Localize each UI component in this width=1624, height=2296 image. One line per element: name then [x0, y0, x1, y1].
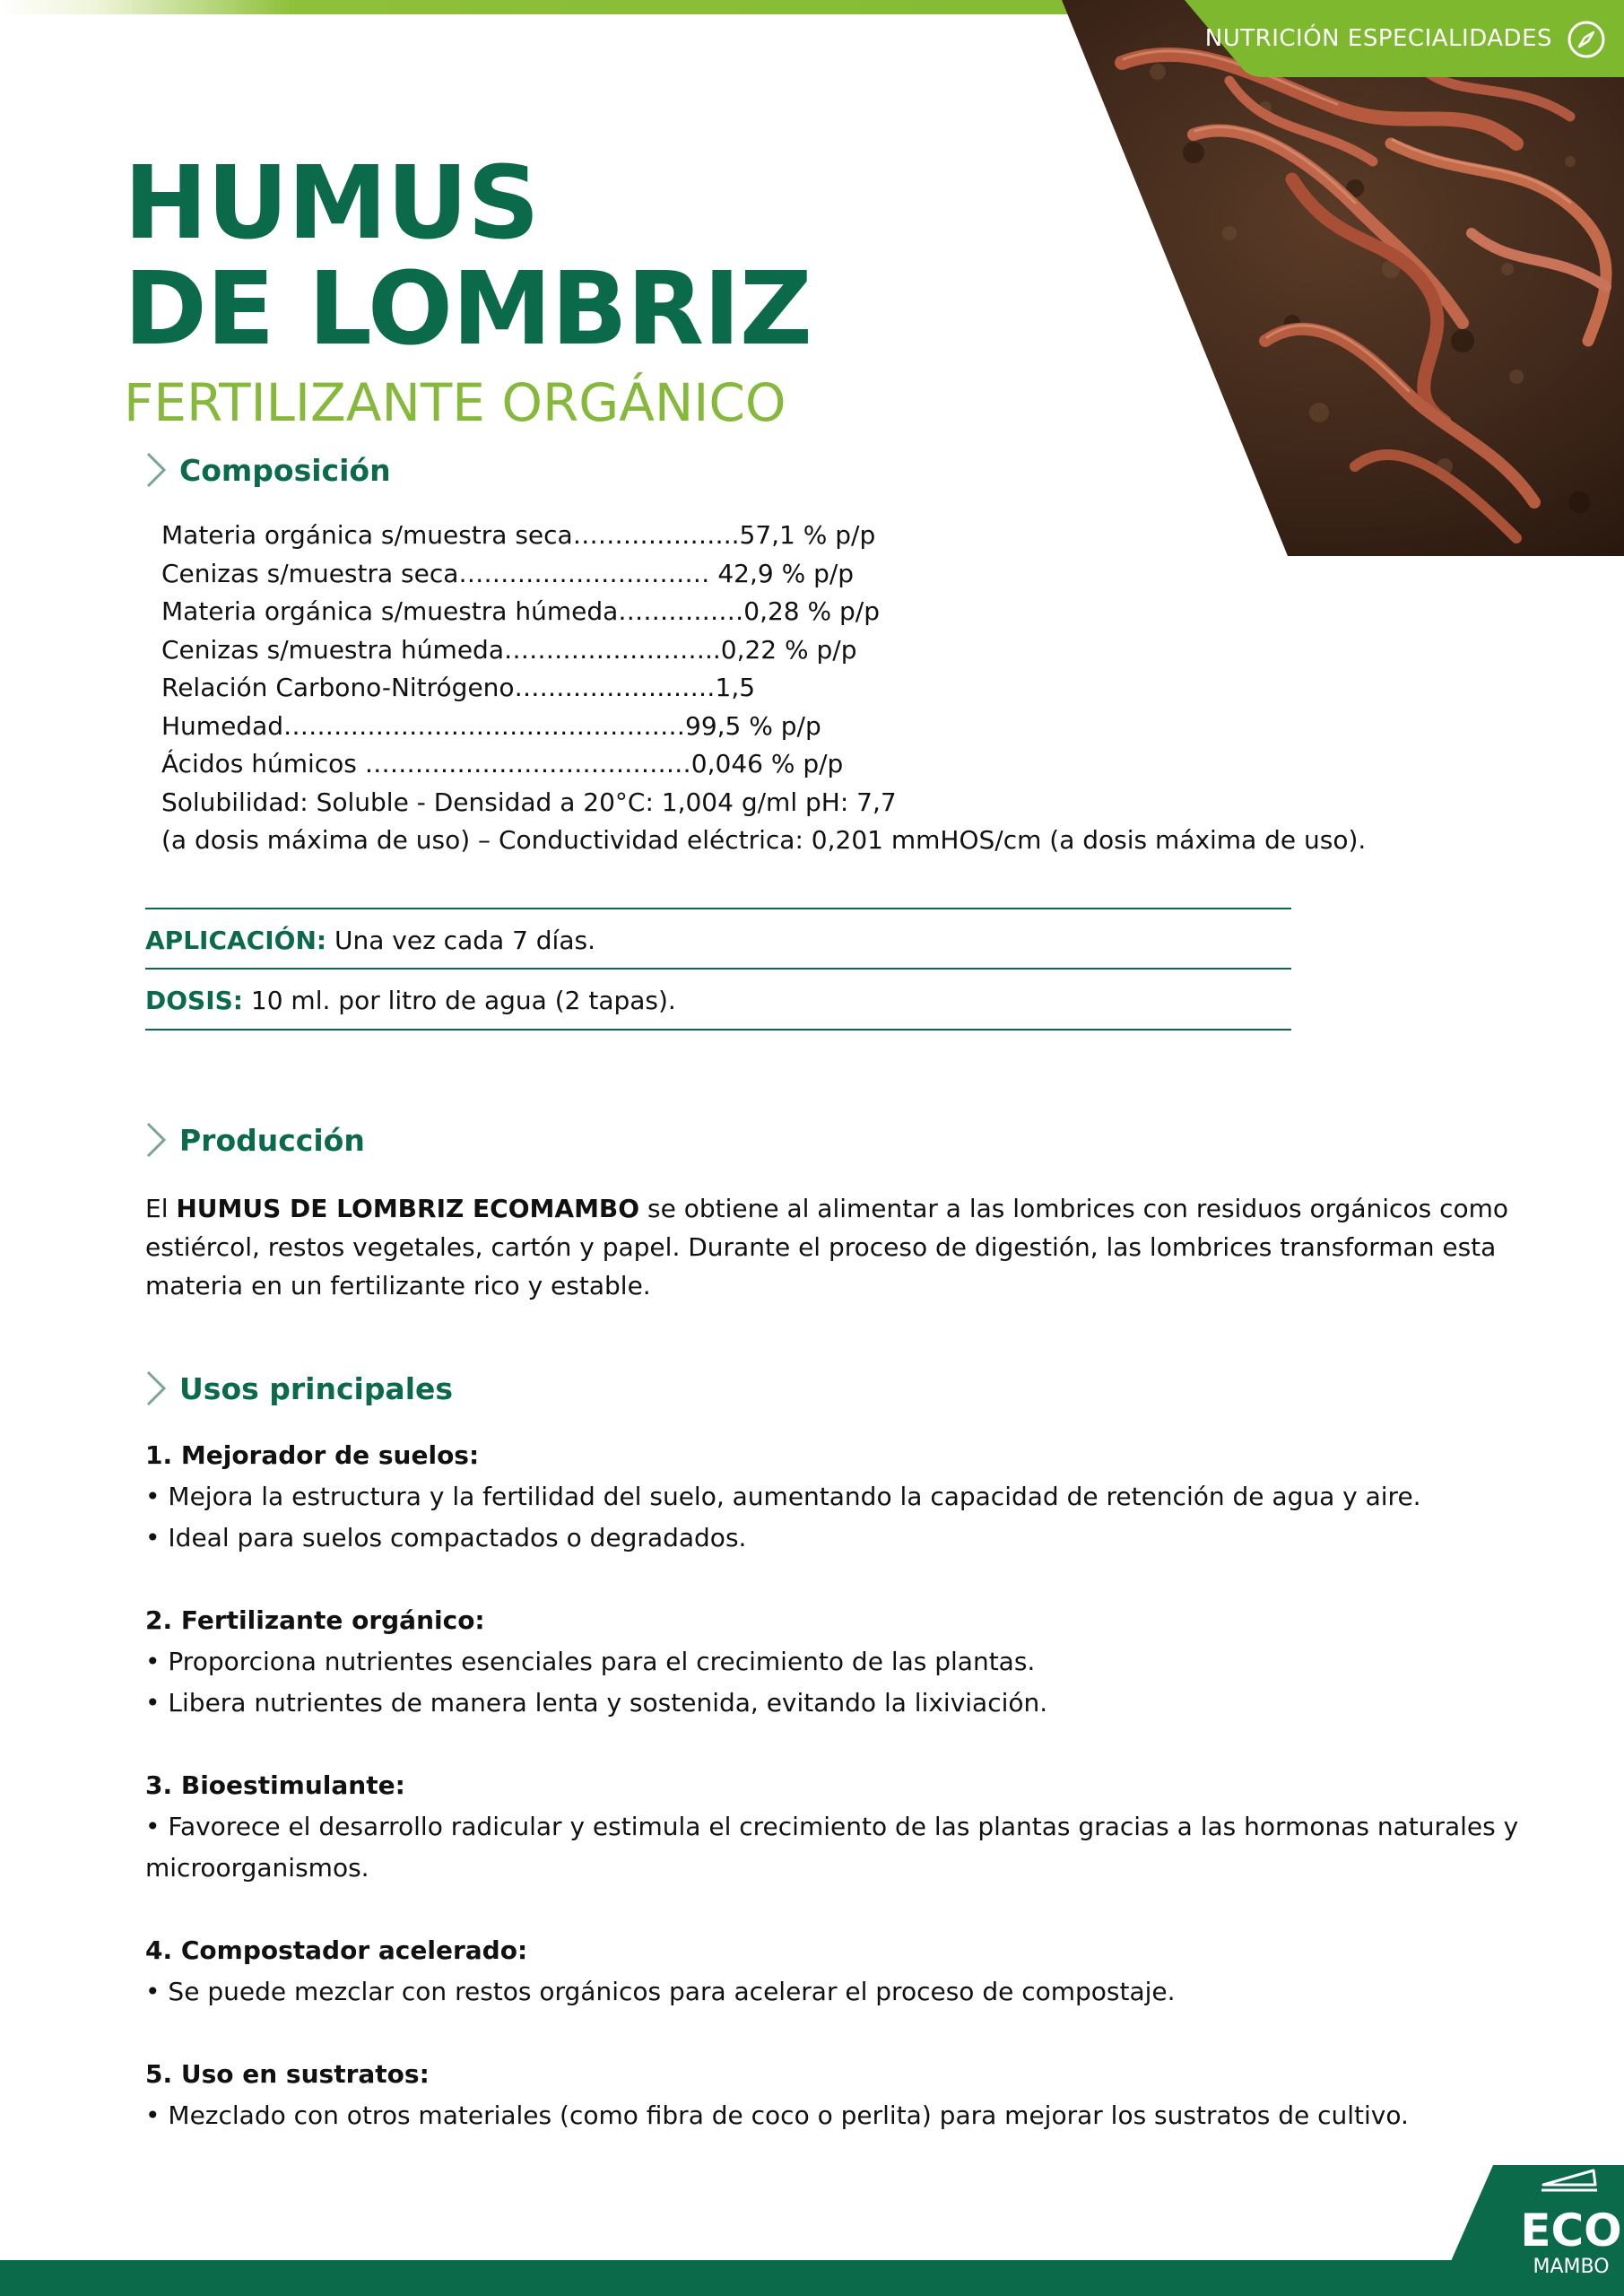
chevron-right-icon: [145, 1121, 167, 1159]
ecomambo-logo: [1436, 2165, 1624, 2296]
uses-list: [145, 1435, 1526, 2178]
use-title: 4. Compostador acelerado:: [145, 1935, 528, 1965]
title-line-1: HUMUS: [124, 145, 539, 262]
chevron-right-icon: [145, 451, 167, 489]
production-body: se obtiene al alimentar a las lombrices con residuos orgánicos como estiércol, restos vegetales, cartón y papel. Durante el proceso de digestión, las lombrices transforman esta materia en un fertilizante rico y estable.: [145, 1194, 1509, 1300]
composition-item: Materia orgánica s/muestra húmeda……………0,28 % p/p: [161, 596, 880, 626]
brand-name: HUMUS DE LOMBRIZ ECOMAMBO: [176, 1194, 640, 1223]
dose-row: [145, 983, 676, 1019]
composition-item: Relación Carbono-Nitrógeno……………………1,5: [161, 673, 756, 702]
use-bullet: • Proporciona nutrientes esenciales para el crecimiento de las plantas.: [145, 1647, 1036, 1676]
production-prefix: El: [145, 1194, 177, 1223]
application-row: [145, 923, 595, 959]
application-value: Una vez cada 7 días.: [334, 926, 595, 955]
composition-item: Ácidos húmicos …………………………………0,046 % p/p: [161, 749, 844, 778]
use-item: [145, 2054, 1526, 2136]
composition-list: [161, 517, 1366, 860]
use-title: 1. Mejorador de suelos:: [145, 1440, 480, 1470]
use-title: 5. Uso en sustratos:: [145, 2059, 430, 2089]
composition-item: Cenizas s/muestra húmeda……………………..0,22 % p/p: [161, 634, 857, 665]
use-bullet: • Libera nutrientes de manera lenta y sostenida, evitando la lixiviación.: [145, 1688, 1048, 1718]
composition-heading-text: Composición: [179, 452, 391, 488]
use-bullet: • Ideal para suelos compactados o degradados.: [145, 1523, 747, 1552]
production-heading-text: Producción: [179, 1122, 365, 1158]
category-label: NUTRICIÓN ESPECIALIDADES: [1204, 25, 1552, 52]
footer-bar: [0, 2260, 1624, 2296]
logo-eco: ECO: [1520, 2205, 1622, 2257]
dose-label: DOSIS:: [145, 986, 243, 1015]
composition-item: (a dosis máxima de uso) – Conductividad eléctrica: 0,201 mmHOS/cm (a dosis máxima de uso).: [161, 825, 1367, 855]
use-title: 3. Bioestimulante:: [145, 1770, 405, 1800]
divider: [145, 908, 1291, 909]
production-text: [145, 1189, 1526, 1305]
uses-heading-text: Usos principales: [179, 1370, 454, 1406]
production-heading: [145, 1121, 365, 1159]
uses-heading: [145, 1370, 453, 1407]
use-bullet: • Mejora la estructura y la fertilidad del suelo, aumentando la capacidad de retención de agua y aire.: [145, 1482, 1421, 1511]
title-line-2: DE LOMBRIZ: [124, 251, 812, 368]
composition-item: Materia orgánica s/muestra seca………………..57,1 % p/p: [161, 520, 876, 550]
divider: [145, 968, 1291, 970]
use-bullet: • Se puede mezclar con restos orgánicos para acelerar el proceso de compostaje.: [145, 1977, 1176, 2006]
worms-photo: [889, 0, 1624, 556]
dose-value: 10 ml. por litro de agua (2 tapas).: [250, 986, 676, 1015]
use-bullet: • Mezclado con otros materiales (como fibra de coco o perlita) para mejorar los sustratos de cultivo.: [145, 2100, 1409, 2130]
composition-heading: [145, 451, 391, 489]
use-item: [145, 1930, 1526, 2013]
compass-icon: [1567, 20, 1606, 59]
application-label: APLICACIÓN:: [145, 926, 327, 955]
composition-item: Solubilidad: Soluble - Densidad a 20°C: 1,004 g/ml pH: 7,7: [161, 787, 897, 817]
use-item: [145, 1435, 1526, 1559]
product-subtitle: FERTILIZANTE ORGÁNICO: [124, 372, 786, 433]
composition-item: Cenizas s/muestra seca………………………… 42,9 % p/p: [161, 558, 855, 588]
use-title: 2. Fertilizante orgánico:: [145, 1605, 485, 1635]
divider: [145, 1029, 1291, 1031]
product-title: [124, 145, 812, 368]
chevron-right-icon: [145, 1370, 167, 1407]
logo-mambo: MAMBO: [1533, 2256, 1610, 2278]
use-item: [145, 1765, 1526, 1889]
use-bullet: • Favorece el desarrollo radicular y estimula el crecimiento de las plantas gracias a las hormonas naturales y microorganismos.: [145, 1812, 1519, 1883]
use-item: [145, 1600, 1526, 1724]
composition-item: Humedad…………………………………………99,5 % p/p: [161, 710, 821, 741]
